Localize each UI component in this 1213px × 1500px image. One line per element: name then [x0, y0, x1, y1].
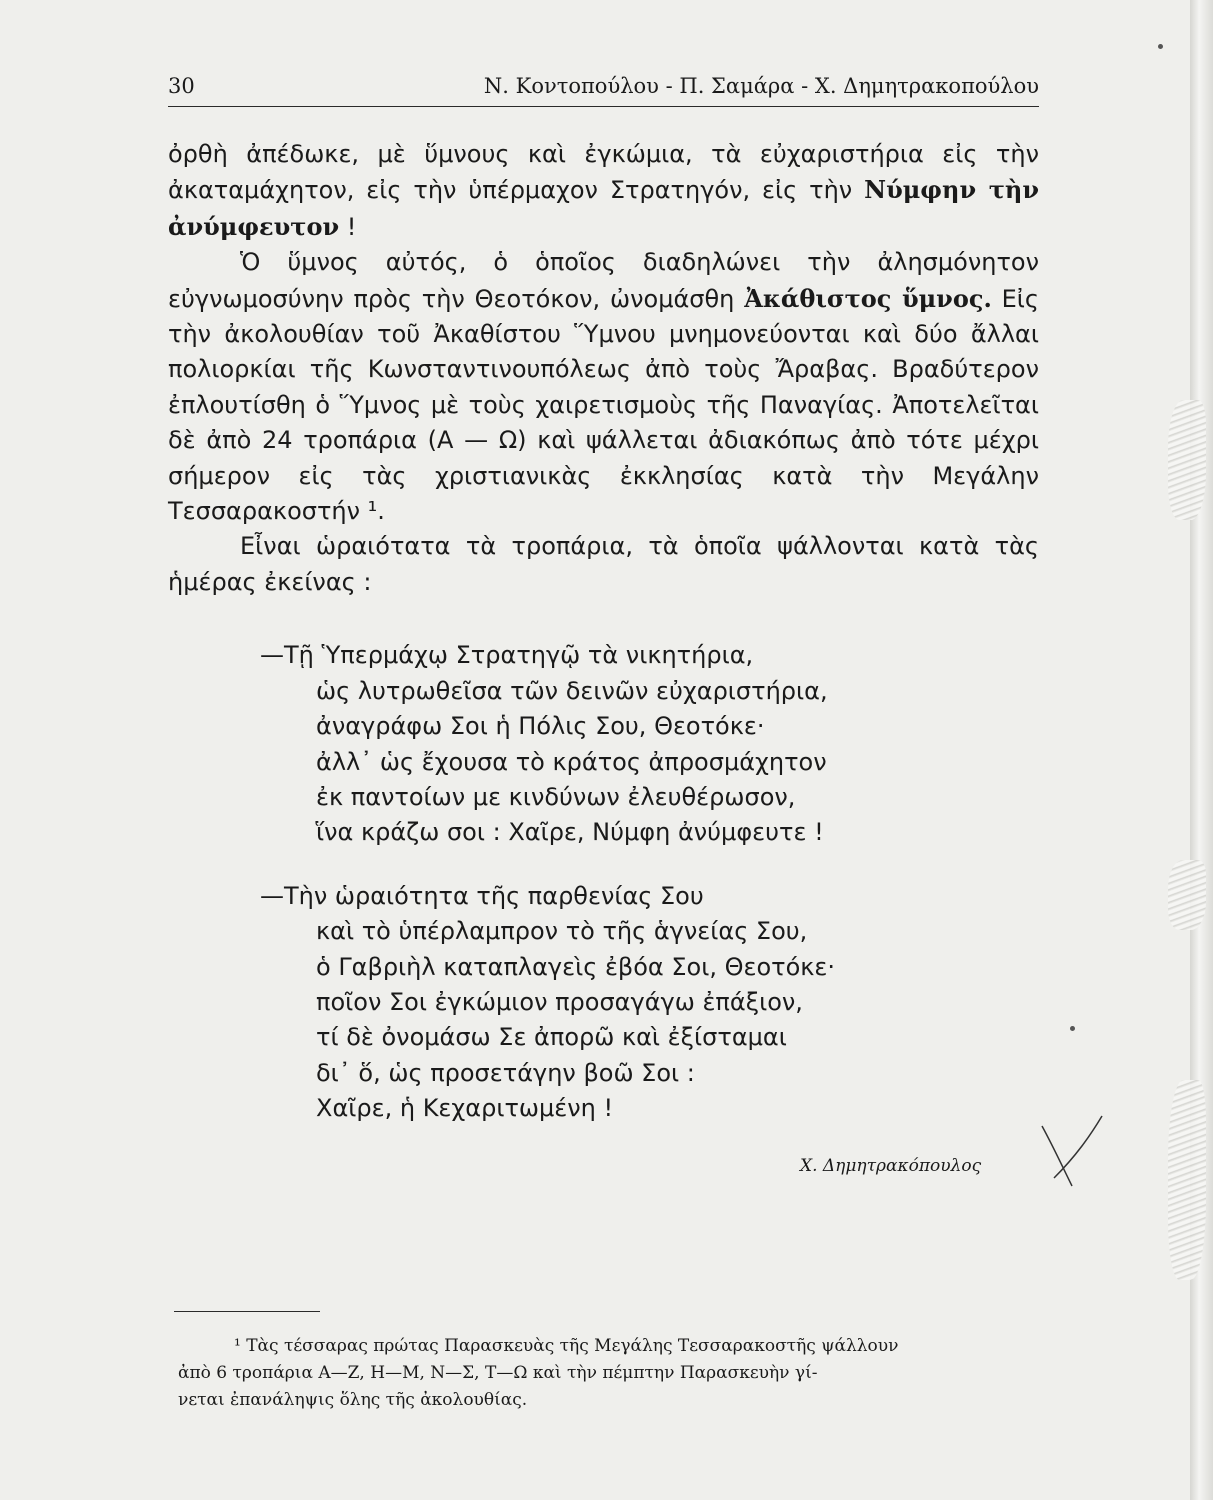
paragraph-1: [168, 137, 1039, 245]
footnote-rule: [174, 1311, 320, 1312]
hymn-line: Χαῖρε, ἡ Κεχαριτωμένη !: [316, 1094, 614, 1123]
hymn-line: —Τῇ Ὑπερμάχῳ Στρατηγῷ τὰ νικητήρια,: [260, 641, 754, 670]
pen-cross-mark: [1040, 1108, 1110, 1188]
paragraph-1-bold: Νύμφην τὴν ἀνύμφευτον: [168, 175, 1040, 241]
hymn-line: τί δὲ ὀνομάσω Σε ἀπορῶ καὶ ἐξίσταμαι: [316, 1023, 787, 1052]
paper-fringe: [1168, 1080, 1206, 1280]
hymn-line: ἐκ παντοίων με κινδύνων ἐλευθέρωσον,: [316, 782, 796, 811]
paragraph-2-rest: Εἰς τὴν ἀκολουθίαν τοῦ Ἀκαθίστου Ὕμνου μνημονεύονται καὶ δύο ἄλλαι πολιορκίαι τῆς Κωνσταντινουπόλεως ἀπὸ τοὺς Ἄραβας. Βραδύτερον ἐπλουτίσθη ὁ Ὕμνος μὲ τοὺς χαιρετισμοὺς τῆς Παναγίας. Ἀποτελεῖται δὲ ἀπὸ 24 τροπάρια (Α — Ω) καὶ ψάλλεται ἀδιακόπως ἀπὸ τότε μέχρι σήμερον εἰς τὰς χριστιανικὰς ἐκκλησίας κατὰ τὴν Μεγάλην Τεσσαρακοστήν ¹.: [168, 284, 1040, 526]
paper-fringe: [1168, 400, 1206, 520]
paragraph-2-text: Ὁ ὕμνος αὐτός, ὁ ὁποῖος διαδηλώνει τὴν ἀλησμόνητον εὐγνωμοσύνην πρὸς τὴν Θεοτόκον, ὠνομάσθη: [168, 248, 1039, 313]
paragraph-1-text: ὀρθὴ ἀπέδωκε, μὲ ὕμνους καὶ ἐγκώμια, τὰ εὐχαριστήρια εἰς τὴν ἀκαταμάχητον, εἰς τὴν ὑπέρμαχον Στρατηγόν, εἰς τὴν: [168, 140, 1039, 205]
page-number: 30: [168, 74, 195, 98]
hymn-line: ὡς λυτρωθεῖσα τῶν δεινῶν εὐχαριστήρια,: [316, 676, 828, 705]
signature: Χ. Δημητρακόπουλος: [800, 1156, 982, 1176]
paper-fringe: [1168, 860, 1206, 930]
hymn-stanza-1: [260, 638, 1039, 850]
speck: [1070, 1026, 1075, 1031]
footnote-line: ἀπὸ 6 τροπάρια Α—Ζ, Η—Μ, Ν—Σ, Τ—Ω καὶ τὴν πέμπτην Παρασκευὴν γί-: [178, 1363, 818, 1383]
paragraph-2: [168, 245, 1039, 529]
footnote-line: νεται ἐπανάληψις ὅλης τῆς ἀκολουθίας.: [178, 1390, 528, 1410]
footnote: [178, 1333, 1048, 1414]
body-text: [168, 137, 1039, 1127]
hymn-line: ὁ Γαβριὴλ καταπλαγεὶς ἐβόα Σοι, Θεοτόκε·: [316, 952, 836, 981]
hymn-stanza-2: [260, 879, 1039, 1127]
hymn-line: ἀλλ᾽ ὡς ἔχουσα τὸ κράτος ἀπροσμάχητον: [316, 747, 827, 776]
paragraph-1-end: !: [339, 212, 357, 241]
speck: [1158, 44, 1163, 49]
footnote-line: ¹ Τὰς τέσσαρας πρώτας Παρασκευὰς τῆς Μεγάλης Τεσσαρακοστῆς ψάλλουν: [234, 1336, 899, 1356]
hymn-line: δι᾽ ὅ, ὡς προσετάγην βοῶ Σοι :: [316, 1058, 695, 1087]
paragraph-3: Εἶναι ὡραιότατα τὰ τροπάρια, τὰ ὁποῖα ψάλλονται κατὰ τὰς ἡμέρας ἐκείνας :: [168, 532, 1039, 596]
running-head-authors: Ν. Κοντοπούλου - Π. Σαμάρα - Χ. Δημητρακοπούλου: [483, 74, 1039, 98]
hymn-line: ἀναγράφω Σοι ἡ Πόλις Σου, Θεοτόκε·: [316, 712, 765, 741]
hymn-line: καὶ τὸ ὑπέρλαμπρον τὸ τῆς ἁγνείας Σου,: [316, 917, 808, 946]
hymn-line: ποῖον Σοι ἐγκώμιον προσαγάγω ἐπάξιον,: [316, 987, 803, 1016]
running-head: [168, 72, 1039, 107]
paragraph-2-bold: Ἀκάθιστος ὕμνος.: [744, 283, 992, 313]
hymn-line: ἵνα κράζω σοι : Χαῖρε, Νύμφη ἀνύμφευτε !: [316, 818, 824, 847]
hymn-line: —Τὴν ὡραιότητα τῆς παρθενίας Σου: [260, 881, 704, 910]
